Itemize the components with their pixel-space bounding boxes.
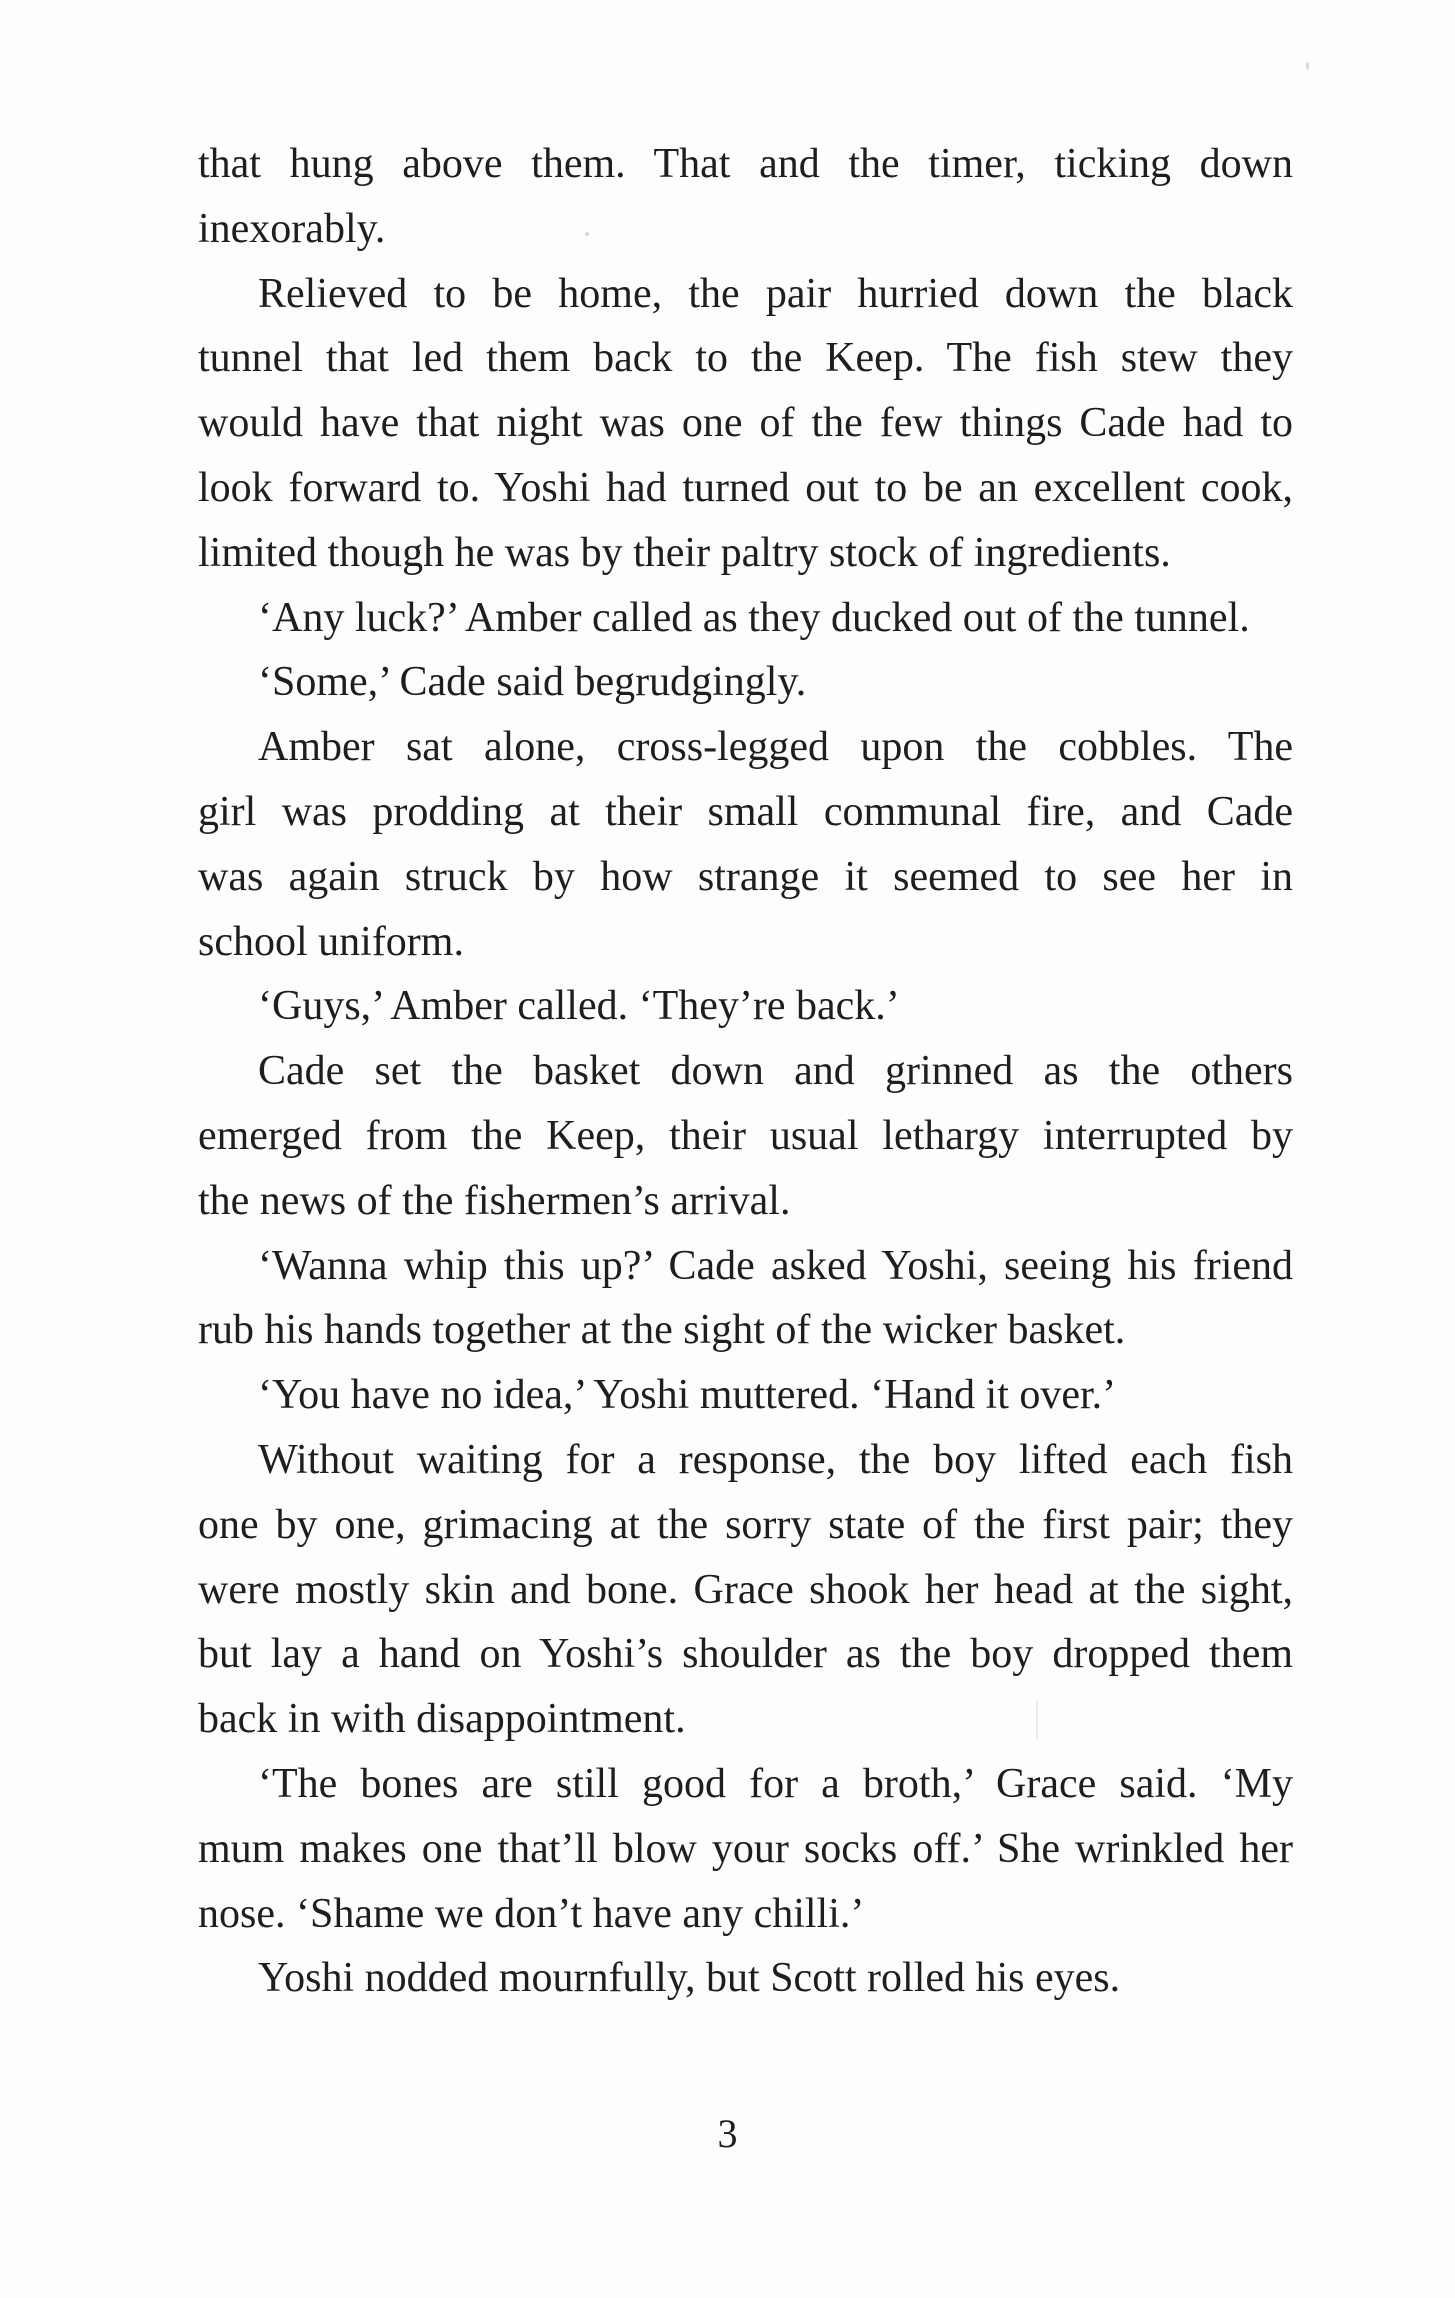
text-line: ‘The bones are still good for a broth,’ Grace said. ‘My	[258, 1760, 1293, 1807]
text-line: nose. ‘Shame we don’t have any chilli.’	[198, 1890, 865, 1937]
text-line: Relieved to be home, the pair hurried down the black	[258, 270, 1293, 317]
text-line: one by one, grimacing at the sorry state of the first pair; they	[198, 1501, 1293, 1548]
text-line: rub his hands together at the sight of the wicker basket.	[198, 1307, 1126, 1354]
text-line: inexorably.	[198, 205, 386, 252]
text-line: school uniform.	[198, 918, 464, 965]
text-line: tunnel that led them back to the Keep. The fish stew they	[198, 335, 1293, 382]
text-line: Yoshi nodded mournfully, but Scott rolled his eyes.	[258, 1955, 1121, 2002]
text-line: was again struck by how strange it seemed to see her in	[198, 853, 1293, 900]
text-line: ‘Some,’ Cade said begrudgingly.	[258, 659, 807, 706]
text-line: emerged from the Keep, their usual lethargy interrupted by	[198, 1112, 1293, 1159]
text-line: ‘Guys,’ Amber called. ‘They’re back.’	[258, 983, 900, 1030]
text-line: Without waiting for a response, the boy lifted each fish	[258, 1436, 1293, 1483]
text-line: mum makes one that’ll blow your socks off.’ She wrinkled her	[198, 1825, 1293, 1872]
text-line: girl was prodding at their small communal fire, and Cade	[198, 788, 1293, 835]
text-line: look forward to. Yoshi had turned out to be an excellent cook,	[198, 464, 1293, 511]
text-line: would have that night was one of the few things Cade had to	[198, 400, 1293, 447]
text-line: were mostly skin and bone. Grace shook her head at the sight,	[198, 1566, 1293, 1613]
paper-speck	[1306, 62, 1309, 70]
text-line: ‘Any luck?’ Amber called as they ducked out of the tunnel.	[258, 594, 1250, 641]
text-line: Cade set the basket down and grinned as the others	[258, 1048, 1293, 1095]
text-line: the news of the fishermen’s arrival.	[198, 1177, 791, 1224]
text-line: ‘You have no idea,’ Yoshi muttered. ‘Hand it over.’	[258, 1372, 1117, 1419]
text-line: back in with disappointment.	[198, 1696, 686, 1743]
text-line: that hung above them. That and the timer, ticking down	[198, 141, 1293, 187]
text-line: Amber sat alone, cross-legged upon the cobbles. The	[258, 724, 1293, 771]
body-text	[198, 132, 1293, 2011]
text-line: limited though he was by their paltry stock of ingredients.	[198, 529, 1171, 576]
page-number: 3	[717, 2111, 738, 2156]
text-line: ‘Wanna whip this up?’ Cade asked Yoshi, seeing his friend	[258, 1242, 1293, 1289]
text-line: but lay a hand on Yoshi’s shoulder as the boy dropped them	[198, 1631, 1293, 1678]
